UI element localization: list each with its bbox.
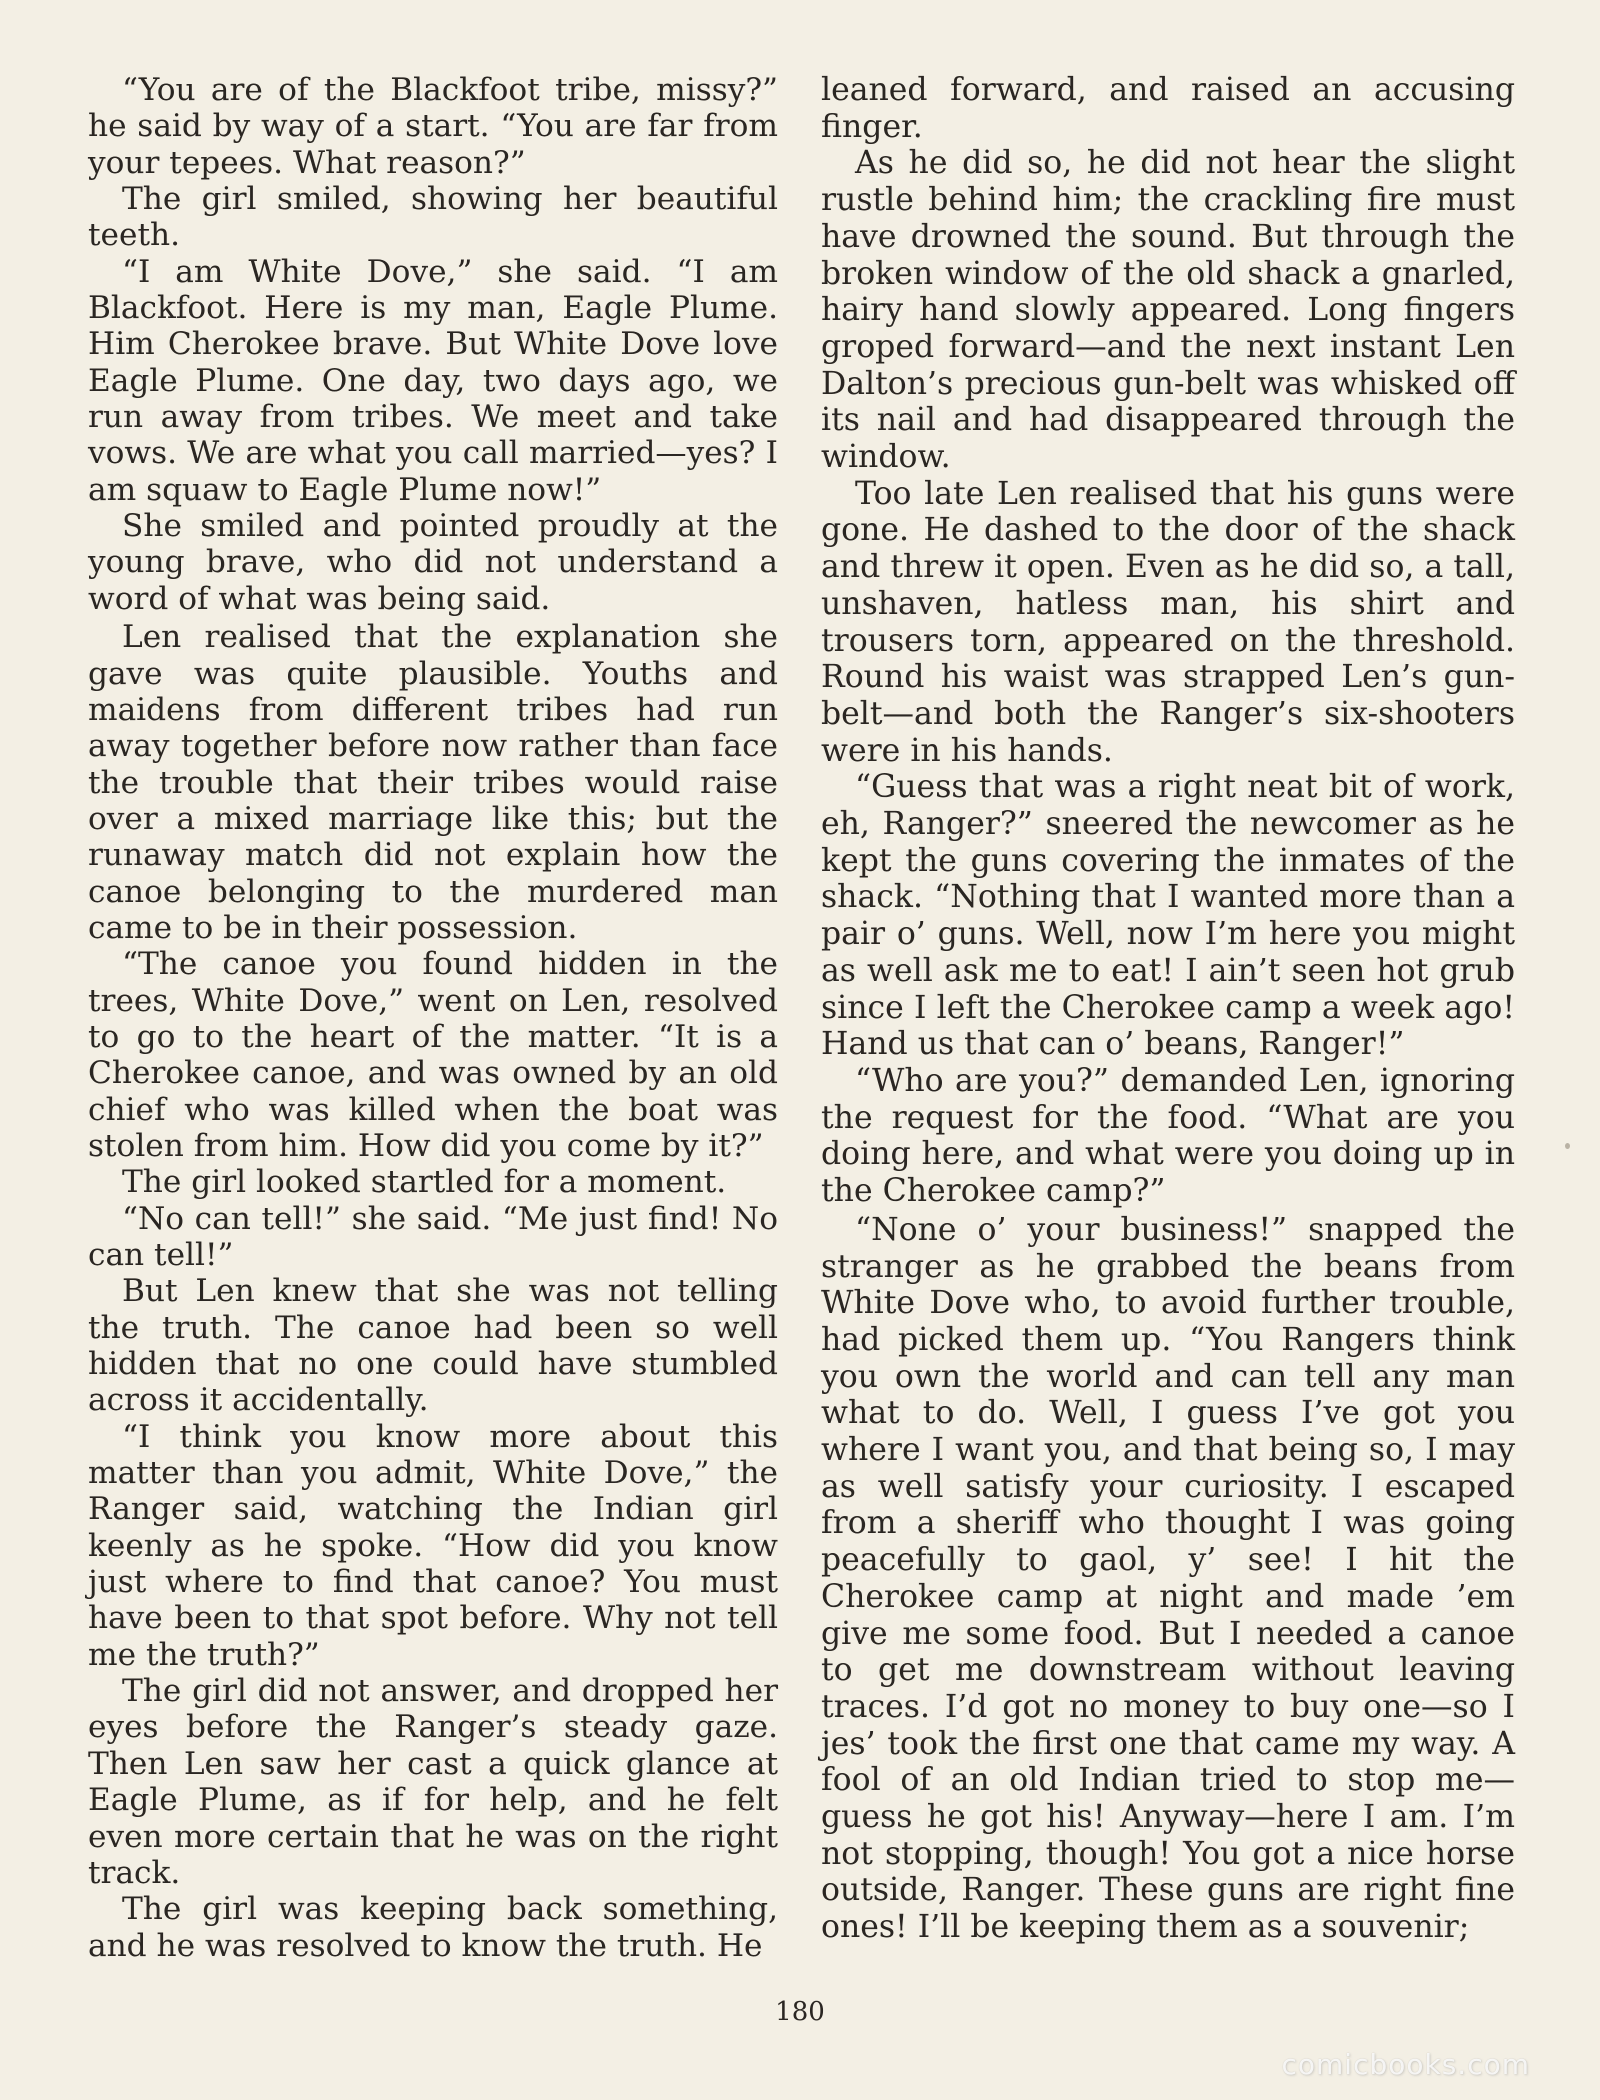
paragraph: “Guess that was a right neat bit of work, eh, Ranger?” sneered the newcomer as he kept the guns covering the inmates of the shack. “Nothing that I wanted more than a pair o’ guns. Well, now I’m here you might as well ask me to eat! I ain’t seen hot grub since I left the Cherokee camp a week ago! Hand us that can o’ beans, Ranger!”: [821, 769, 1515, 1063]
paragraph-continued: leaned forward, and raised an accusing finger.: [821, 72, 1515, 145]
paragraph: “No can tell!” she said. “Me just find! No can tell!”: [88, 1200, 778, 1273]
paragraph: “None o’ your business!” snapped the stranger as he grabbed the beans from White Dove who, to avoid further trouble, had picked them up. “You Rangers think you own the world and can tell any man what to do. Well, I guess I’ve got you where I want you, and that being so, I may as well satisfy your curiosity. I escaped from a sheriff who thought I was going peacefully to gaol, y’ see! I hit the Cherokee camp at night and made ’em give me some food. But I needed a canoe to get me downstream without leaving traces. I’d got no money to buy one—so I jes’ took the first one that came my way. A fool of an old Indian tried to stop me—guess he got his! Anyway—here I am. I’m not stopping, though! You got a nice horse outside, Ranger. These guns are right fine ones! I’ll be keeping them as a souvenir;: [821, 1211, 1515, 1946]
right-text-column: [821, 72, 1515, 1946]
paragraph: She smiled and pointed proudly at the young brave, who did not understand a word of what was being said.: [88, 508, 778, 617]
paragraph: The girl looked startled for a moment.: [122, 1164, 727, 1201]
paragraph: “I am White Dove,” she said. “I am Blackfoot. Here is my man, Eagle Plume. Him Cherokee brave. But White Dove love Eagle Plume. One day, two days ago, we run away from tribes. We meet and take vows. We are what you call married—yes? I am squaw to Eagle Plume now!”: [88, 253, 778, 508]
paragraph: “You are of the Blackfoot tribe, missy?” he said by way of a start. “You are far from your tepees. What reason?”: [88, 72, 778, 181]
watermark: comicbooks.com: [1281, 2048, 1530, 2081]
paragraph: As he did so, he did not hear the slight rustle behind him; the crackling fire must have drowned the sound. But through the broken window of the old shack a gnarled, hairy hand slowly appeared. Long fingers groped forward—and the next instant Len Dalton’s precious gun-belt was whisked off its nail and had disappeared through the window.: [821, 145, 1515, 476]
paragraph: “I think you know more about this matter than you admit, White Dove,” the Ranger said, watching the Indian girl keenly as he spoke. “How did you know just where to find that canoe? You must have been to that spot before. Why not tell me the truth?”: [88, 1418, 778, 1673]
paragraph: “Who are you?” demanded Len, ignoring the request for the food. “What are you doing here, and what were you doing up in the Cherokee camp?”: [821, 1062, 1515, 1210]
paragraph: The girl smiled, showing her beautiful teeth.: [88, 181, 778, 254]
page-number: 180: [775, 1997, 825, 2027]
paragraph: The girl was keeping back something, and he was resolved to know the truth. He: [88, 1891, 778, 1964]
paragraph: Len realised that the explanation she gave was quite plausible. Youths and maidens from different tribes had run away together before now rather than face the trouble that their tribes would raise over a mixed marriage like this; but the runaway match did not explain how the canoe belonging to the murdered man came to be in their possession.: [88, 619, 778, 946]
paragraph: But Len knew that she was not telling the truth. The canoe had been so well hidden that no one could have stumbled across it accidentally.: [88, 1273, 778, 1419]
paragraph: The girl did not answer, and dropped her eyes before the Ranger’s steady gaze. Then Len saw her cast a quick glance at Eagle Plume, as if for help, and he felt even more certain that he was on the right track.: [88, 1673, 778, 1891]
paragraph: Too late Len realised that his guns were gone. He dashed to the door of the shack and threw it open. Even as he did so, a tall, unshaven, hatless man, his shirt and trousers torn, appeared on the threshold. Round his waist was strapped Len’s gun-belt—and both the Ranger’s six-shooters were in his hands.: [821, 475, 1515, 769]
paper-speck: [1565, 1143, 1570, 1149]
left-text-column: [88, 72, 778, 1964]
paragraph: “The canoe you found hidden in the trees, White Dove,” went on Len, resolved to go to the heart of the matter. “It is a Cherokee canoe, and was owned by an old chief who was killed when the boat was stolen from him. How did you come by it?”: [88, 946, 778, 1164]
